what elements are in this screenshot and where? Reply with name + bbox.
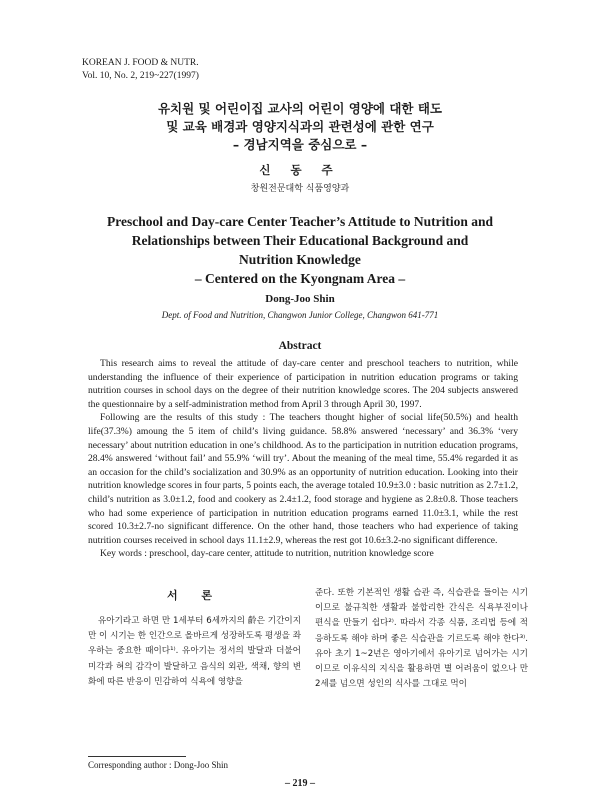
abstract-keywords: Key words : preschool, day-care center, attitude to nutrition, nutrition knowledge score <box>100 548 434 560</box>
korean-affiliation: 창원전문대학 식품영양과 <box>250 184 350 194</box>
korean-author: 신 동 주 <box>259 163 341 177</box>
english-affiliation: Dept. of Food and Nutrition, Changwon Junior College, Changwon 641-771 <box>161 310 439 320</box>
body-text-right: 준다. 또한 기본적인 생활 습관 즉, 식습관을 들이는 시기이므로 불규칙한 생활과 불합리한 간식은 식욕부진이나 편식을 만들기 쉽다²⁾. 따라서 각종 식품, 조리법 등에 적응하도록 해야 하며 좋은 식습관을 기르도록 해야 한다³⁾. 유아 초기 1~2년은 영아기에서 유아기로 넘어가는 시기이므로 이유식의 지식을 활용하면 별 어려움이 없으나 만 2세를 넘으면 성인의 식사를 그대로 먹이 <box>315 588 528 690</box>
english-title-line-2: Relationships between Their Educational Background and <box>131 233 469 248</box>
section-title-introduction: 서 론 <box>166 589 223 602</box>
english-author: Dong-Joo Shin <box>265 293 335 305</box>
abstract-paragraph-1: This research aims to reveal the attitude of day-care center and preschool teachers to nutrition, while understanding the influence of their experience of participation in nutrition education programs or taking nutrition courses in school days on the degree of their nutrition knowledge scores. The 204 subjects answered the questionnaire by a self-administration method from April 3 through April 30, 1997. <box>88 358 518 410</box>
body-column-left <box>88 586 301 690</box>
body-column-right <box>315 586 528 692</box>
journal-header <box>82 57 199 83</box>
journal-volume: Vol. 10, No. 2, 219~227(1997) <box>82 71 199 81</box>
abstract-paragraph-2: Following are the results of this study : The teachers thought higher of social life(50.5%) and health life(37.3%) amoung the 5 item of child’s living guidance. 58.8% answered ‘necessary’ and 36.3% ‘very necessary’ about nutrition education in one’s childhood. As to the participation in nutrition education programs, 28.4% answered ‘without fail’ and 55.9% ‘will try’. About the meaning of the meal time, 55.4% regarded it as an occasion for the child’s socialization and 30.9% as an opportunity of nutrition education. Looking into their nutrition knowledge scores in four parts, 5 points each, the average totaled 10.9±3.0 : basic nutrition as 2.7±1.2, child’s nutrition as 3.0±1.2, food and cookery as 2.4±1.2, food storage and hygiene as 2.8±0.8. Those teachers who had some experience of participation in nutrition education programs earned 11.0±3.1, while the rest scored 10.3±2.7-no significant difference. On the other hand, those teachers who had experience of taking nutrition courses received in school days 11.1±2.9, whereas the rest got 10.6±3.2-no significant difference. <box>88 412 518 546</box>
korean-title-line-3: – 경남지역을 중심으로 – <box>232 137 368 152</box>
korean-title-line-1: 유치원 및 어린이집 교사의 어린이 영양에 대한 태도 <box>157 101 443 116</box>
journal-name: KOREAN J. FOOD & NUTR. <box>82 58 199 68</box>
corresponding-author-footnote: Corresponding author : Dong-Joo Shin <box>88 760 228 770</box>
english-title-line-3: Nutrition Knowledge <box>239 252 361 267</box>
page-number: – 219 – <box>285 778 315 789</box>
english-title <box>0 212 600 288</box>
abstract-body <box>88 357 518 561</box>
body-text-left: 유아기라고 하면 만 1세부터 6세까지의 齡은 기간이지만 이 시기는 한 인간으로 올바르게 성장하도록 평생을 좌우하는 중요한 때이다¹⁾. 유아기는 정서의 발달과 더불어 미각과 혀의 감각이 발달하고 음식의 외관, 색채, 향의 변화에 따른 반응이 민감하여 식욕에 영향을 <box>88 616 301 687</box>
korean-title-line-2: 및 교육 배경과 영양지식과의 관련성에 관한 연구 <box>166 119 434 134</box>
footnote-divider <box>88 756 186 757</box>
abstract-heading: Abstract <box>278 340 322 352</box>
korean-title <box>0 100 600 154</box>
english-title-line-1: Preschool and Day-care Center Teacher’s Attitude to Nutrition and <box>107 214 493 229</box>
english-title-line-4: – Centered on the Kyongnam Area – <box>194 271 406 286</box>
